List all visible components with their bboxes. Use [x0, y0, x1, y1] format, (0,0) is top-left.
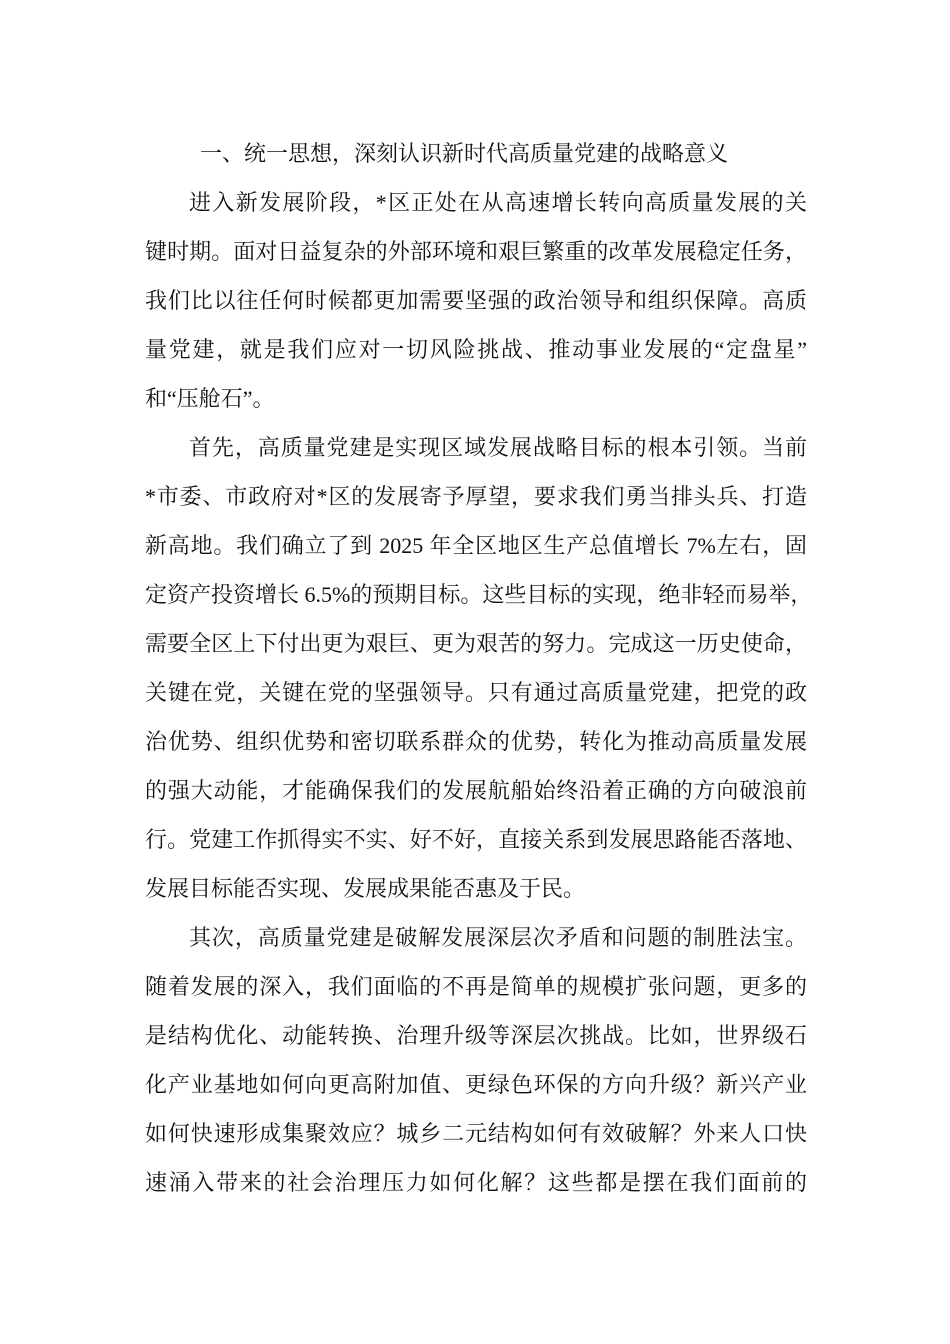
- text-line: 需要全区上下付出更为艰巨、更为艰苦的努力。完成这一历史使命，: [145, 631, 807, 656]
- text-line: 首先，高质量党建是实现区域发展战略目标的根本引领。当前: [189, 435, 807, 460]
- text-line: 速涌入带来的社会治理压力如何化解？这些都是摆在我们面前的: [145, 1170, 807, 1195]
- text-line: 化产业基地如何向更高附加值、更绿色环保的方向升级？新兴产业: [145, 1072, 807, 1097]
- text-line: 随着发展的深入，我们面临的不再是简单的规模扩张问题，更多的: [145, 974, 807, 999]
- text-line: 是结构优化、动能转换、治理升级等深层次挑战。比如，世界级石: [145, 1023, 807, 1048]
- text-line: 新高地。我们确立了到 2025 年全区地区生产总值增长 7%左右，固: [145, 533, 807, 558]
- section-heading: 一、统一思想，深刻认识新时代高质量党建的战略意义: [200, 141, 729, 166]
- text-line: 行。党建工作抓得实不实、好不好，直接关系到发展思路能否落地、: [145, 827, 807, 852]
- text-line: *市委、市政府对*区的发展寄予厚望，要求我们勇当排头兵、打造: [145, 484, 807, 509]
- text-line: 量党建，就是我们应对一切风险挑战、推动事业发展的“定盘星”: [145, 337, 807, 362]
- text-line: 定资产投资增长 6.5%的预期目标。这些目标的实现，绝非轻而易举，: [145, 582, 813, 607]
- document-page: [145, 129, 813, 1207]
- text-line: 如何快速形成集聚效应？城乡二元结构如何有效破解？外来人口快: [145, 1121, 807, 1146]
- text-line: 和“压舱石”。: [145, 386, 275, 411]
- text-line: 关键在党，关键在党的坚强领导。只有通过高质量党建，把党的政: [145, 680, 807, 705]
- text-line: 进入新发展阶段，*区正处在从高速增长转向高质量发展的关: [189, 190, 807, 215]
- text-line: 治优势、组织优势和密切联系群众的优势，转化为推动高质量发展: [145, 729, 807, 754]
- text-line: 我们比以往任何时候都更加需要坚强的政治领导和组织保障。高质: [145, 288, 807, 313]
- paragraph-2: [145, 423, 813, 913]
- text-line: 键时期。面对日益复杂的外部环境和艰巨繁重的改革发展稳定任务，: [145, 239, 807, 264]
- paragraph-3: [145, 913, 807, 1207]
- paragraph-1: [145, 178, 807, 423]
- text-line: 其次，高质量党建是破解发展深层次矛盾和问题的制胜法宝。: [189, 925, 807, 950]
- text-line: 的强大动能，才能确保我们的发展航船始终沿着正确的方向破浪前: [145, 778, 807, 803]
- text-line: 发展目标能否实现、发展成果能否惠及于民。: [145, 876, 586, 901]
